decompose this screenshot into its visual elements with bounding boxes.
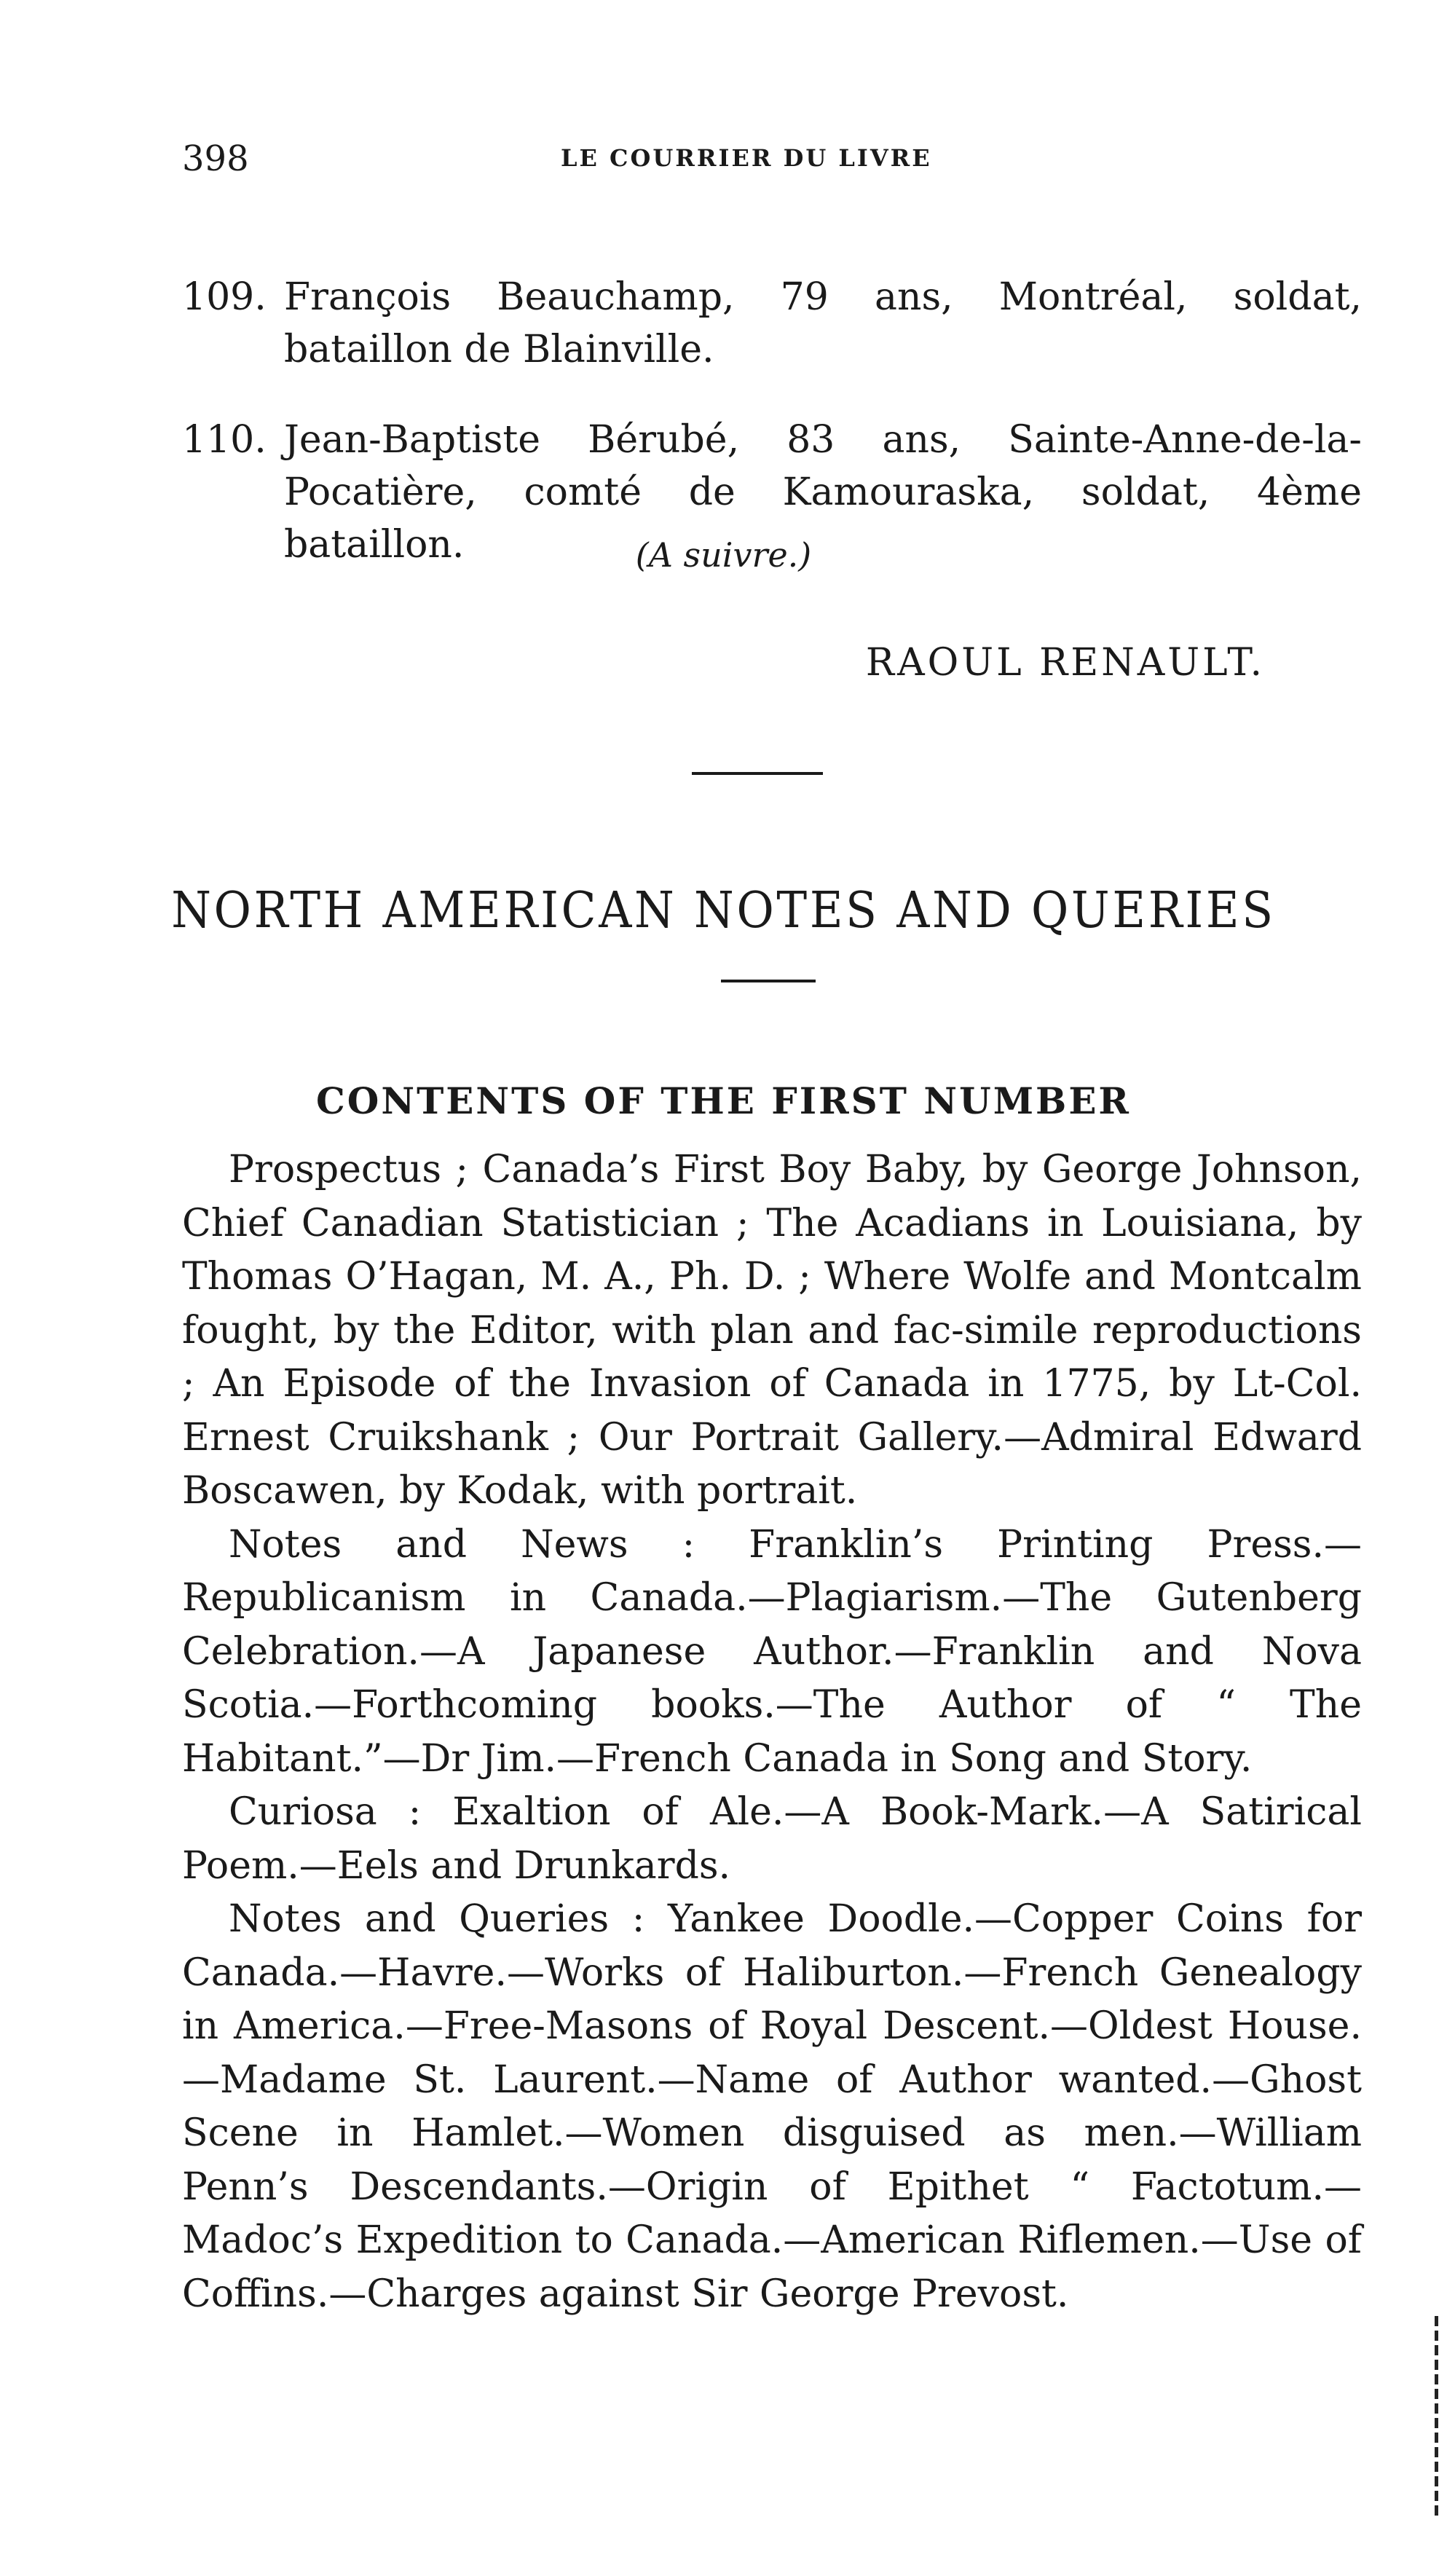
contents-paragraph: Notes and Queries : Yankee Doodle.—Copper Coins for Canada.—Havre.—Works of Haliburton.—French Genealogy in America.—Free-Masons of Royal Descent.—Oldest House.—Madame St. Laurent.—Name of Author wanted.—Ghost Scene in Hamlet.—Women disguised as men.—William Penn’s Descendants.—Origin of Epithet “ Factotum.—Madoc’s Expedition to Canada.—American Riflemen.—Use of Coffins.—Charges against Sir George Prevost. [182,1897,1362,2316]
list-item [182,271,1362,376]
page-edge-mark [1435,2316,1438,2520]
section-title: NORTH AMERICAN NOTES AND QUERIES [171,881,1276,940]
running-title: LE COURRIER DU LIVRE [561,144,932,172]
author-signature: RAOUL RENAULT. [865,641,1265,685]
contents-body [182,1143,1362,2321]
entry-number: 109. [182,275,267,319]
entry-list [182,233,1362,575]
entry-number: 110. [182,418,267,462]
entry-text: Jean-Baptiste Bérubé, 83 ans, Sainte-Anne-de-la-Pocatière, comté de Kamouraska, soldat, 4ème bataillon. [284,418,1362,567]
to-be-continued-note: (A suivre.) [635,535,812,575]
contents-paragraph: Prospectus ; Canada’s First Boy Baby, by George Johnson, Chief Canadian Statistician ; The Acadians in Louisiana, by Thomas O’Hagan, M. A., Ph. D. ; Where Wolfe and Montcalm fought, by the Editor, with plan and fac-simile reproductions ; An Episode of the Invasion of Canada in 1775, by Lt-Col. Ernest Cruikshank ; Our Portrait Gallery.—Admiral Edward Boscawen, by Kodak, with portrait. [182,1148,1362,1513]
contents-paragraph: Curiosa : Exaltion of Ale.—A Book-Mark.—A Satirical Poem.—Eels and Drunkards. [182,1790,1362,1888]
page-number: 398 [182,138,249,179]
contents-paragraph: Notes and News : Franklin’s Printing Press.—Republicanism in Canada.—Plagiarism.—The Gutenberg Celebration.—A Japanese Author.—Franklin and Nova Scotia.—Forthcoming books.—The Author of “ The Habitant.”—Dr Jim.—French Canada in Song and Story. [182,1522,1362,1781]
section-divider [692,772,823,775]
contents-heading: CONTENTS OF THE FIRST NUMBER [316,1079,1131,1122]
page-header [182,138,1384,189]
entry-text: François Beauchamp, 79 ans, Montréal, soldat, bataillon de Blainville. [284,275,1362,371]
section-divider [721,980,816,982]
